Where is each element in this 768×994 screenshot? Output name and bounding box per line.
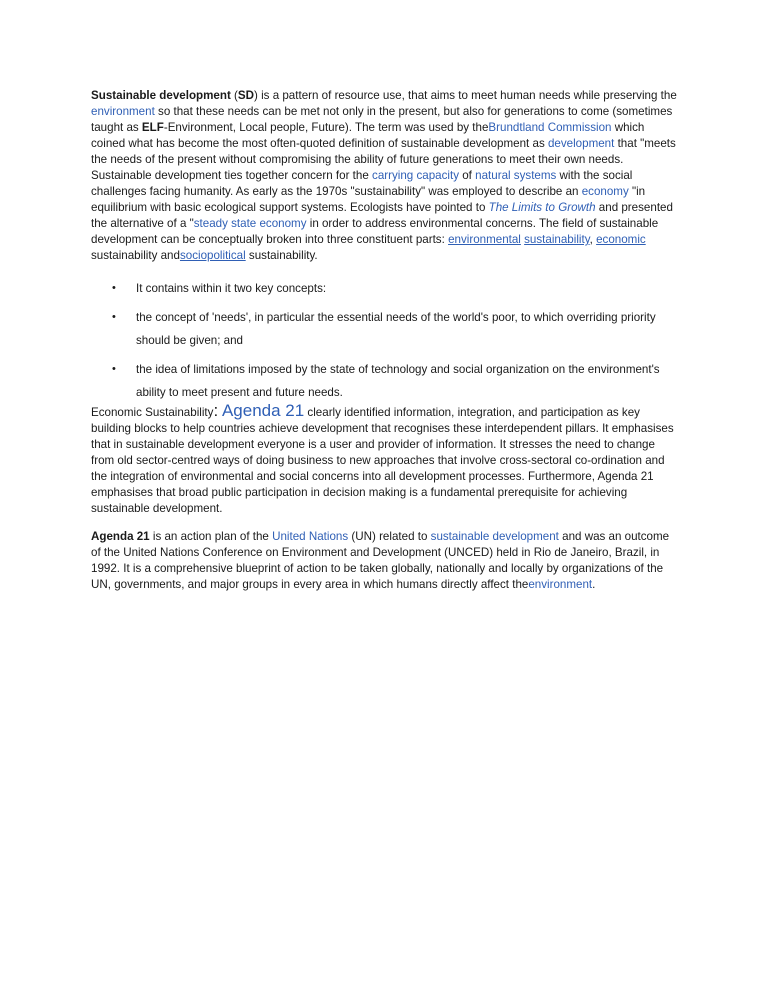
link-sustainability[interactable]: sustainability (524, 233, 590, 246)
link-agenda-21[interactable]: Agenda 21 (218, 401, 305, 420)
text: (UN) related to (348, 530, 431, 543)
key-concepts-list (91, 277, 681, 404)
link-economic[interactable]: economic (596, 233, 646, 246)
link-sociopolitical[interactable]: sociopolitical (179, 249, 246, 262)
bullet-icon: • (112, 363, 116, 375)
list-item (91, 358, 681, 404)
link-brundtland-commission[interactable]: Brundtland Commission (488, 121, 612, 134)
bullet-icon: • (112, 311, 116, 323)
list-item-text: It contains within it two key concepts: (136, 282, 327, 295)
text: sustainability and (91, 249, 180, 262)
list-item (91, 277, 681, 300)
text: is an action plan of the (149, 530, 273, 543)
text: clearly identified information, integration, and participation as key building blocks to help countries achieve development that recognises these interdependent pillars. It emphasises that in sustainable development everyone is a user and provider of information. It stresses the need to change from old sector-centred ways of doing business to new approaches that involve cross-sectoral co-ordination and the integration of environmental and social concerns into all development processes. Furthermore, Agenda 21 emphasises that broad public participation in decision making is a fundamental prerequisite for achieving sustainable development. (91, 406, 674, 515)
text: which coined what has become the most often-quoted definition of sustainable development as (91, 121, 645, 150)
text: that "meets the needs of the present without compromising the ability of future generations to meet their own needs. Sustainable development ties together concern for the (91, 137, 676, 182)
list-item-text: the idea of limitations imposed by the state of technology and social organization on the environment's ability to meet present and future needs. (136, 363, 660, 399)
text: : (213, 401, 219, 420)
link-carrying-capacity[interactable]: carrying capacity (372, 169, 460, 182)
link-united-nations[interactable]: United Nations (272, 530, 349, 543)
list-item-text: the concept of 'needs', in particular the essential needs of the world's poor, to which overriding priority should be given; and (136, 311, 656, 347)
link-limits-to-growth[interactable]: The Limits to Growth (488, 201, 596, 214)
link-development[interactable]: development (547, 137, 615, 150)
bullet-icon: • (112, 282, 116, 294)
link-environment[interactable]: environment (91, 105, 155, 118)
term-sustainable-development: Sustainable development (91, 89, 231, 102)
link-environment-2[interactable]: environment (528, 578, 593, 591)
text: of (459, 169, 476, 182)
link-steady-state-economy[interactable]: steady state economy (193, 217, 307, 230)
text: Economic Sustainability (91, 406, 214, 419)
text: ( (230, 89, 238, 102)
text: ) is a pattern of resource use, that aims to meet human needs while preserving the (254, 89, 677, 102)
paragraph-economic-sustainability (91, 403, 681, 517)
text: so that these needs can be met not only in the present, but also for generations to come (sometimes taught as (91, 105, 673, 134)
text: in order to address environmental concerns. The field of sustainable development can be conceptually broken into three constituent parts: (91, 217, 659, 246)
list-item (91, 306, 681, 352)
text: "in equilibrium with basic ecological support systems. Ecologists have pointed to (91, 185, 646, 214)
text: and was an outcome of the United Nations Conference on Environment and Development (UNCED) held in Rio de Janeiro, Brazil, in 1992. It is a comprehensive blueprint of action to be taken globally, nationally and locally by organizations of the UN, governments, and major groups in every area in which humans directly affect the (91, 530, 670, 591)
text: with the social challenges facing humanity. As early as the 1970s "sustainability" was employed to describe an (91, 169, 633, 198)
term-agenda-21: Agenda 21 (91, 530, 150, 543)
text: -Environment, Local people, Future). The term was used by the (163, 121, 489, 134)
link-economy[interactable]: economy (581, 185, 629, 198)
paragraph-sustainable-development (91, 88, 681, 264)
term-sd: SD (237, 89, 255, 102)
text: and presented the alternative of a " (91, 201, 673, 230)
paragraph-agenda-21 (91, 529, 681, 593)
text: sustainability. (245, 249, 318, 262)
term-elf: ELF (141, 121, 164, 134)
link-environmental[interactable]: environmental (448, 233, 521, 246)
text: . (592, 578, 596, 591)
document-page (91, 88, 681, 593)
link-sustainable-development[interactable]: sustainable development (430, 530, 559, 543)
link-natural-systems[interactable]: natural systems (475, 169, 557, 182)
text: , (589, 233, 597, 246)
